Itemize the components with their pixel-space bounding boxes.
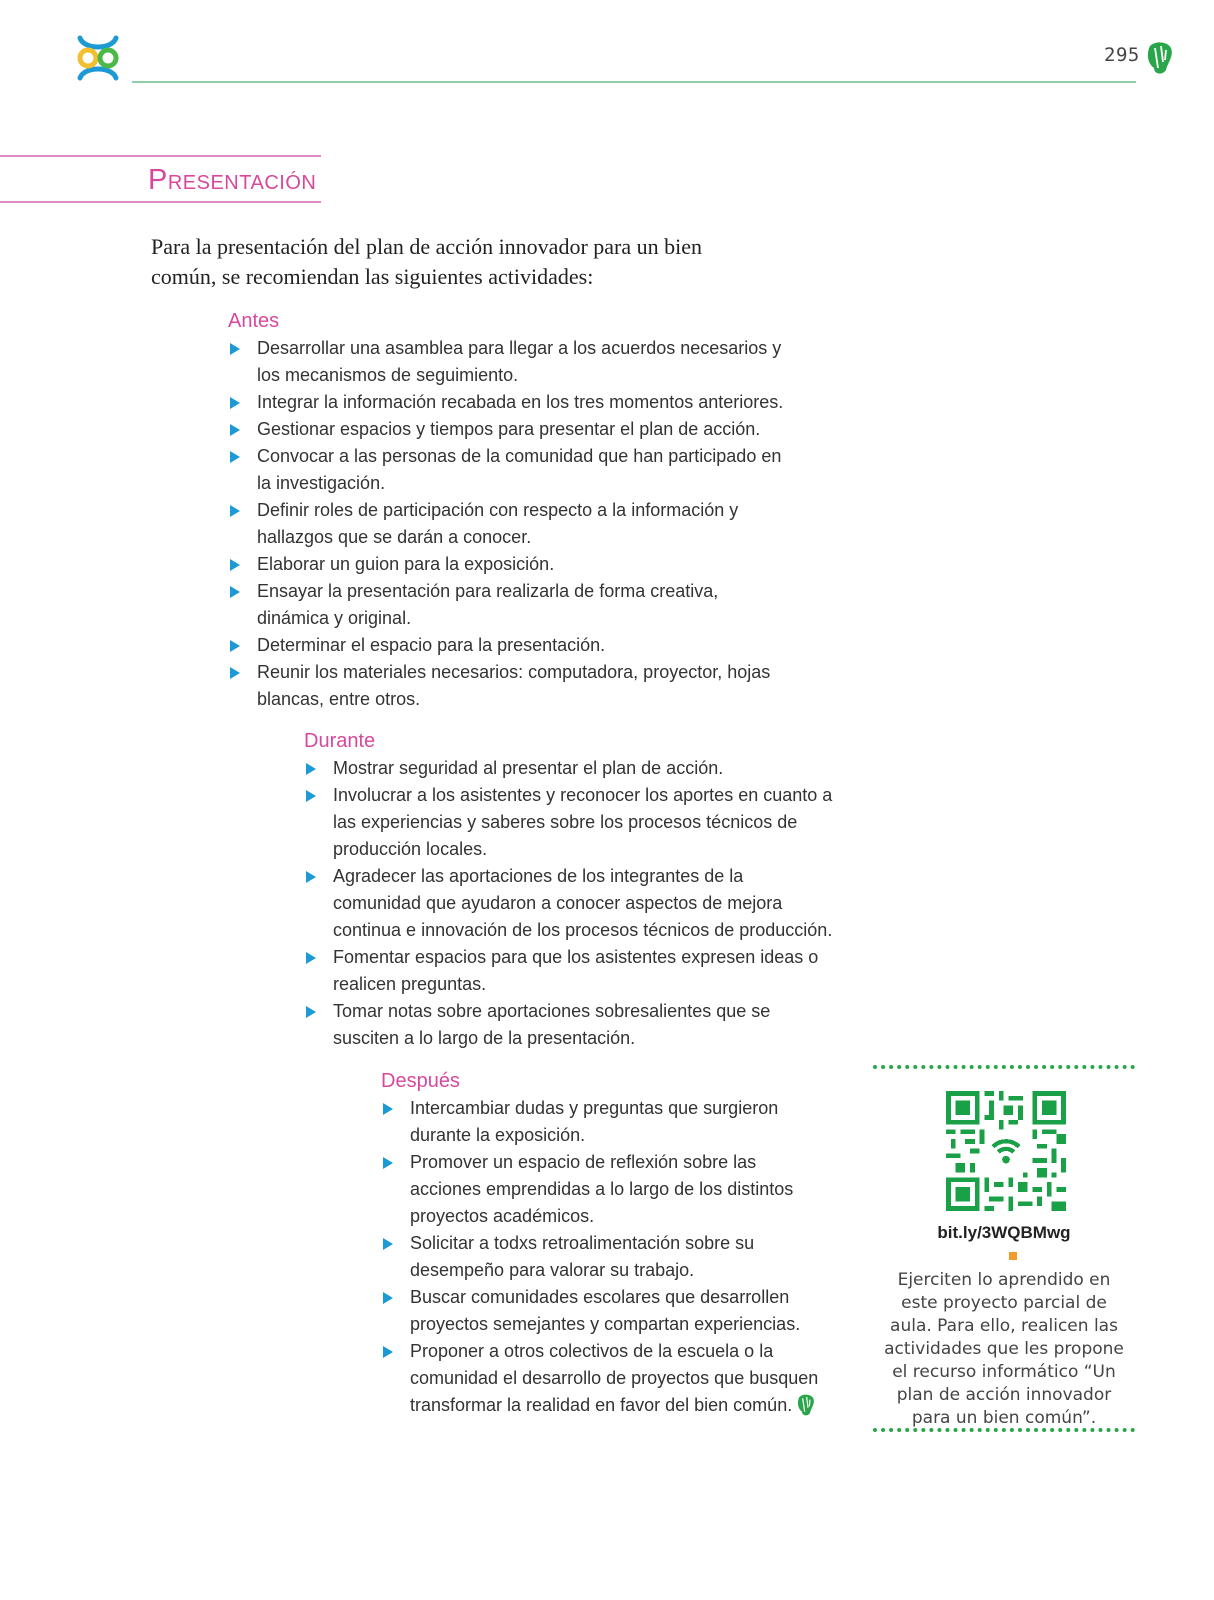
antes-block xyxy=(228,308,788,713)
list-item: Convocar a las personas de la comunidad que han participado en la investigación. xyxy=(228,443,788,497)
green-leaf-icon xyxy=(1146,40,1174,76)
section-rule-bottom xyxy=(0,201,321,203)
list-item: Proponer a otros colectivos de la escuela o la comunidad el desarrollo de proyectos que busquen transformar la realidad en favor del bien común. xyxy=(381,1338,831,1419)
bullet-arrow-icon xyxy=(230,559,240,571)
list-item: Buscar comunidades escolares que desarrollen proyectos semejantes y compartan experiencias. xyxy=(381,1284,831,1338)
orange-square-marker xyxy=(1009,1252,1017,1260)
bullet-arrow-icon xyxy=(230,424,240,436)
bullet-arrow-icon xyxy=(230,397,240,409)
header-divider xyxy=(132,81,1136,83)
list-item: Involucrar a los asistentes y reconocer los aportes en cuanto a las experiencias y saberes sobre los procesos técnicos de producción locales. xyxy=(304,782,834,863)
section-rule-top xyxy=(0,155,321,157)
bullet-arrow-icon xyxy=(306,952,316,964)
antes-list xyxy=(228,335,788,713)
dna-logo-icon xyxy=(74,34,122,82)
page-number: 295 xyxy=(1104,44,1140,66)
list-item: Reunir los materiales necesarios: computadora, proyector, hojas blancas, entre otros. xyxy=(228,659,788,713)
bullet-arrow-icon xyxy=(383,1292,393,1304)
list-item: Solicitar a todxs retroalimentación sobre su desempeño para valorar su trabajo. xyxy=(381,1230,831,1284)
dotted-divider-bottom xyxy=(873,1428,1135,1432)
despues-heading: Después xyxy=(381,1070,460,1092)
bullet-arrow-icon xyxy=(383,1238,393,1250)
resource-link[interactable]: bit.ly/3WQBMwg xyxy=(937,1223,1071,1242)
bullet-arrow-icon xyxy=(230,667,240,679)
despues-list xyxy=(381,1095,831,1419)
list-item: Definir roles de participación con respecto a la información y hallazgos que se darán a conocer. xyxy=(228,497,788,551)
despues-block xyxy=(381,1068,831,1419)
resource-description: Ejerciten lo aprendido en este proyecto parcial de aula. Para ello, realicen las actividades que les propone el recurso informático “Un plan de acción innovador para un bien común”. xyxy=(884,1270,1124,1428)
qr-code-icon[interactable] xyxy=(946,1091,1066,1211)
bullet-arrow-icon xyxy=(230,640,240,652)
bullet-arrow-icon xyxy=(230,343,240,355)
bullet-arrow-icon xyxy=(383,1103,393,1115)
section-title: Presentación xyxy=(148,164,317,196)
list-item: Fomentar espacios para que los asistentes expresen ideas o realicen preguntas. xyxy=(304,944,834,998)
list-item: Desarrollar una asamblea para llegar a los acuerdos necesarios y los mecanismos de seguimiento. xyxy=(228,335,788,389)
dotted-divider-top xyxy=(873,1065,1135,1069)
bullet-arrow-icon xyxy=(230,505,240,517)
list-item: Promover un espacio de reflexión sobre las acciones emprendidas a lo largo de los distintos proyectos académicos. xyxy=(381,1149,831,1230)
green-leaf-icon xyxy=(796,1393,816,1417)
list-item: Ensayar la presentación para realizarla de forma creativa, dinámica y original. xyxy=(228,578,788,632)
bullet-arrow-icon xyxy=(230,586,240,598)
bullet-arrow-icon xyxy=(383,1157,393,1169)
durante-heading: Durante xyxy=(304,730,376,752)
list-item: Elaborar un guion para la exposición. xyxy=(228,551,788,578)
list-item: Mostrar seguridad al presentar el plan de acción. xyxy=(304,755,834,782)
list-item: Agradecer las aportaciones de los integrantes de la comunidad que ayudaron a conocer aspectos de mejora continua e innovación de los procesos técnicos de producción. xyxy=(304,863,834,944)
bullet-arrow-icon xyxy=(230,451,240,463)
list-item: Tomar notas sobre aportaciones sobresalientes que se susciten a lo largo de la presentación. xyxy=(304,998,834,1052)
list-item: Gestionar espacios y tiempos para presentar el plan de acción. xyxy=(228,416,788,443)
intro-paragraph: Para la presentación del plan de acción innovador para un bien común, se recomiendan las siguientes actividades: xyxy=(151,234,702,289)
bullet-arrow-icon xyxy=(306,763,316,775)
bullet-arrow-icon xyxy=(306,871,316,883)
antes-heading: Antes xyxy=(228,310,280,332)
list-item: Intercambiar dudas y preguntas que surgieron durante la exposición. xyxy=(381,1095,831,1149)
resource-box xyxy=(873,1065,1135,1433)
bullet-arrow-icon xyxy=(306,1006,316,1018)
durante-block xyxy=(304,728,834,1052)
list-item: Determinar el espacio para la presentación. xyxy=(228,632,788,659)
bullet-arrow-icon xyxy=(306,790,316,802)
list-item: Integrar la información recabada en los tres momentos anteriores. xyxy=(228,389,788,416)
bullet-arrow-icon xyxy=(383,1346,393,1358)
durante-list xyxy=(304,755,834,1052)
